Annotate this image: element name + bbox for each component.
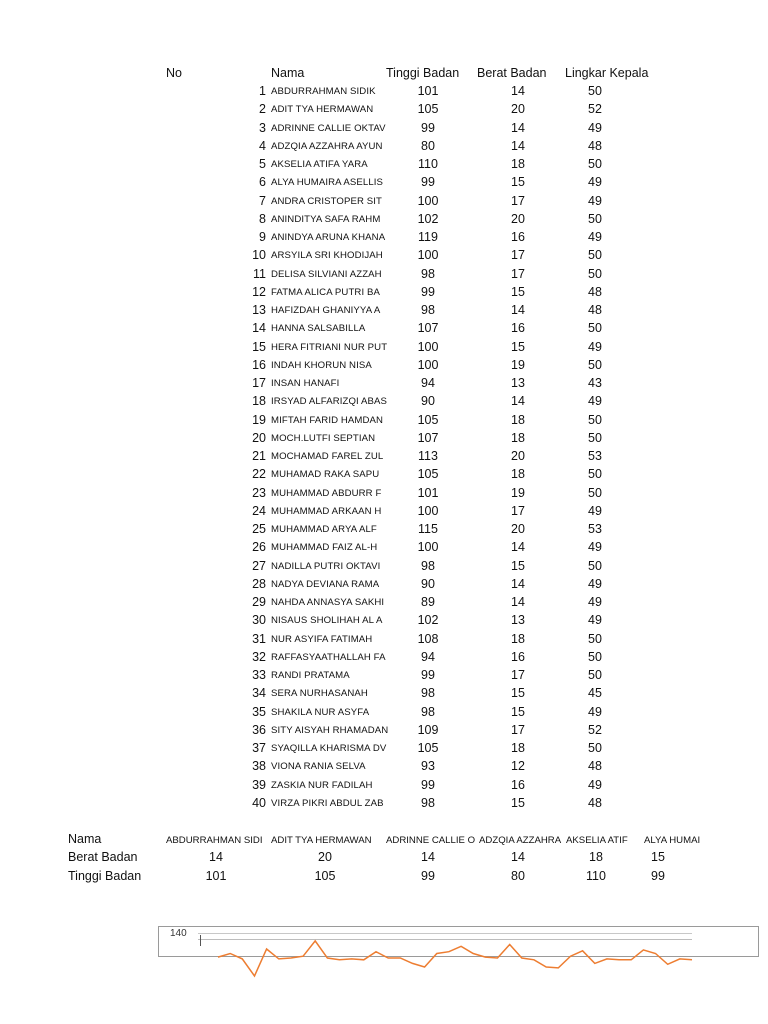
row-name: SYAQILLA KHARISMA DV [271,743,387,754]
row-berat-badan: 15 [511,558,525,573]
row-lingkar-kepala: 50 [588,357,602,372]
row-berat-badan: 15 [511,704,525,719]
table-row [0,285,768,303]
row-number: 24 [252,503,266,518]
summary-name-cell: ADIT TYA HERMAWAN [271,835,372,846]
row-number: 35 [252,704,266,719]
row-berat-badan: 17 [511,193,525,208]
table-row [0,540,768,558]
row-tinggi-badan: 99 [421,777,435,792]
table-row [0,741,768,759]
row-lingkar-kepala: 52 [588,722,602,737]
table-row [0,321,768,339]
row-number: 32 [252,649,266,664]
row-name: AKSELIA ATIFA YARA [271,159,368,170]
row-tinggi-badan: 101 [417,485,439,500]
row-name: HERA FITRIANI NUR PUT [271,341,388,353]
header-no: No [166,66,182,80]
row-name: INDAH KHORUN NISA [271,359,372,371]
summary-name-cell: ALYA HUMAI [644,835,701,846]
row-tinggi-badan: 119 [418,230,438,244]
row-name: HAFIZDAH GHANIYYA A [271,305,381,316]
row-tinggi-badan: 93 [421,759,435,774]
table-row [0,632,768,650]
row-berat-badan: 15 [511,284,525,299]
row-berat-badan: 13 [511,376,525,390]
row-lingkar-kepala: 50 [588,321,602,336]
row-berat-badan: 17 [511,722,525,737]
row-name: MOCH.LUTFI SEPTIAN [271,432,376,444]
row-number: 3 [259,120,266,135]
row-name: SHAKILA NUR ASYFA [271,706,370,718]
table-row [0,686,768,704]
summary-name-cell: ABDURRAHMAN SIDI [166,835,263,846]
row-number: 18 [252,394,266,409]
row-berat-badan: 20 [511,522,525,536]
row-tinggi-badan: 102 [417,211,439,226]
row-tinggi-badan: 100 [417,357,439,372]
row-lingkar-kepala: 50 [588,485,602,500]
table-row [0,613,768,631]
row-name: IRSYAD ALFARIZQI ABAS [271,396,388,408]
row-number: 6 [259,175,266,190]
summary-berat-cell: 14 [421,850,435,864]
row-tinggi-badan: 105 [417,467,439,482]
row-number: 27 [252,558,266,573]
row-berat-badan: 14 [511,540,525,555]
table-row [0,723,768,741]
row-name: ALYA HUMAIRA ASELLIS [271,177,384,189]
row-lingkar-kepala: 49 [588,540,602,555]
row-lingkar-kepala: 50 [588,741,602,755]
row-tinggi-badan: 94 [421,649,435,664]
row-name: VIRZA PIKRI ABDUL ZAB [271,797,384,809]
row-name: ADRINNE CALLIE OKTAV [271,122,386,134]
table-row [0,121,768,139]
row-number: 34 [252,686,266,701]
table-row [0,340,768,358]
row-tinggi-badan: 101 [417,84,439,98]
row-name: SITY AISYAH RHAMADAN [271,724,389,736]
table-row [0,267,768,285]
row-lingkar-kepala: 48 [588,303,602,317]
row-number: 30 [252,613,266,628]
row-name: ZASKIA NUR FADILAH [271,779,373,791]
row-lingkar-kepala: 50 [588,412,602,427]
row-berat-badan: 18 [511,412,525,427]
row-lingkar-kepala: 50 [588,211,602,226]
row-berat-badan: 16 [511,649,525,664]
row-lingkar-kepala: 50 [588,668,602,682]
row-tinggi-badan: 105 [417,741,439,755]
summary-tinggi-cell: 80 [511,869,525,883]
table-row [0,230,768,248]
series-line [218,941,692,976]
row-lingkar-kepala: 45 [588,686,602,701]
row-berat-badan: 17 [511,503,525,518]
row-name: DELISA SILVIANI AZZAH [271,268,382,280]
row-name: MUHAMMAD ARKAAN H [271,505,382,517]
table-row [0,449,768,467]
summary-tinggi-cell: 101 [205,869,227,883]
table-row [0,759,768,777]
row-tinggi-badan: 99 [421,668,435,682]
row-name: MUHAMMAD FAIZ AL-H [271,542,378,554]
row-name: RANDI PRATAMA [271,670,350,681]
row-number: 2 [259,102,266,117]
row-lingkar-kepala: 48 [588,138,602,153]
row-tinggi-badan: 113 [418,449,438,463]
row-berat-badan: 13 [511,613,525,628]
row-number: 15 [252,339,266,354]
row-lingkar-kepala: 49 [588,230,602,244]
row-number: 26 [252,540,266,555]
row-berat-badan: 14 [511,84,525,98]
row-lingkar-kepala: 49 [588,613,602,628]
summary-tinggi-cell: 105 [314,869,336,883]
row-number: 14 [252,321,266,336]
summary-name-cell: ADRINNE CALLIE O [386,835,476,846]
row-berat-badan: 18 [511,157,525,171]
row-tinggi-badan: 90 [421,576,435,591]
row-berat-badan: 15 [511,795,525,810]
row-berat-badan: 18 [511,741,525,755]
header-lingkar-kepala: Lingkar Kepala [565,66,649,80]
row-tinggi-badan: 100 [417,540,439,555]
row-number: 16 [252,357,266,372]
row-lingkar-kepala: 49 [588,120,602,135]
row-name: RAFFASYAATHALLAH FA [271,651,386,663]
row-name: NADILLA PUTRI OKTAVI [271,560,381,572]
row-number: 8 [259,211,266,226]
row-tinggi-badan: 109 [417,722,439,737]
row-tinggi-badan: 94 [421,376,435,390]
table-row [0,102,768,120]
row-tinggi-badan: 98 [421,795,435,810]
row-number: 21 [252,449,266,463]
row-tinggi-badan: 107 [417,430,439,445]
row-berat-badan: 15 [511,175,525,190]
row-lingkar-kepala: 53 [588,449,602,463]
row-name: MUHAMAD RAKA SAPU [271,469,380,481]
row-lingkar-kepala: 50 [588,467,602,482]
row-berat-badan: 20 [511,102,525,117]
row-lingkar-kepala: 49 [588,175,602,190]
row-berat-badan: 18 [511,631,525,646]
row-lingkar-kepala: 52 [588,102,602,117]
row-lingkar-kepala: 49 [588,339,602,354]
row-name: HANNA SALSABILLA [271,323,366,335]
row-tinggi-badan: 89 [421,595,435,609]
row-berat-badan: 17 [511,248,525,263]
row-tinggi-badan: 90 [421,394,435,409]
table-row [0,778,768,796]
row-lingkar-kepala: 43 [588,376,602,390]
summary-berat-cell: 20 [318,850,332,864]
row-berat-badan: 14 [511,138,525,153]
summary-name-cell: ADZQIA AZZAHRA [479,835,562,846]
row-lingkar-kepala: 49 [588,595,602,609]
row-tinggi-badan: 98 [421,686,435,701]
row-tinggi-badan: 80 [421,138,435,153]
row-berat-badan: 19 [511,485,525,500]
row-tinggi-badan: 99 [421,284,435,299]
table-row [0,705,768,723]
row-name: VIONA RANIA SELVA [271,761,366,773]
summary-name-cell: AKSELIA ATIF [566,835,628,846]
row-lingkar-kepala: 48 [588,759,602,774]
row-berat-badan: 14 [511,595,525,609]
table-row [0,504,768,522]
row-lingkar-kepala: 50 [588,430,602,445]
table-row [0,577,768,595]
summary-label-tinggi: Tinggi Badan [68,869,142,883]
row-name: MUHAMMAD ABDURR F [271,487,382,499]
row-number: 33 [252,668,266,682]
row-name: NUR ASYIFA FATIMAH [271,633,373,645]
table-row [0,394,768,412]
row-number: 37 [252,741,266,755]
row-lingkar-kepala: 48 [588,284,602,299]
table-row [0,303,768,321]
row-number: 5 [259,157,266,171]
row-berat-badan: 16 [511,230,525,244]
table-row [0,376,768,394]
row-berat-badan: 17 [511,266,525,281]
table-row [0,248,768,266]
row-lingkar-kepala: 49 [588,777,602,792]
row-tinggi-badan: 102 [417,613,439,628]
chart-svg [158,926,692,946]
summary-berat-cell: 14 [209,850,223,864]
row-berat-badan: 14 [511,303,525,317]
row-name: NAHDA ANNASYA SAKHI [271,597,385,608]
row-name: INSAN HANAFI [271,378,340,389]
row-berat-badan: 14 [511,394,525,409]
row-tinggi-badan: 107 [417,321,439,336]
row-number: 19 [252,412,266,427]
row-number: 25 [252,522,266,536]
row-number: 39 [252,777,266,792]
row-number: 20 [252,430,266,445]
table-row [0,358,768,376]
row-tinggi-badan: 110 [418,157,438,171]
summary-berat-cell: 18 [589,850,603,864]
table-row [0,796,768,814]
table-row [0,467,768,485]
row-number: 23 [252,485,266,500]
row-tinggi-badan: 108 [417,631,439,646]
row-number: 28 [252,576,266,591]
row-tinggi-badan: 105 [417,102,439,117]
row-number: 22 [252,467,266,482]
row-lingkar-kepala: 49 [588,503,602,518]
row-number: 9 [259,230,266,244]
row-berat-badan: 18 [511,430,525,445]
row-number: 10 [252,248,266,263]
row-berat-badan: 20 [511,449,525,463]
summary-tinggi-cell: 99 [651,869,665,883]
row-lingkar-kepala: 49 [588,704,602,719]
table-row [0,139,768,157]
row-berat-badan: 16 [511,777,525,792]
table-row [0,84,768,102]
row-number: 29 [252,595,266,609]
table-row [0,668,768,686]
row-berat-badan: 15 [511,686,525,701]
row-berat-badan: 18 [511,467,525,482]
row-name: ANDRA CRISTOPER SIT [271,195,383,207]
row-name: ABDURRAHMAN SIDIK [271,86,376,97]
table-row [0,431,768,449]
summary-tinggi-cell: 99 [421,869,435,883]
chart-fragment [158,926,692,946]
row-number: 13 [252,303,266,317]
row-lingkar-kepala: 49 [588,193,602,208]
row-tinggi-badan: 98 [421,558,435,573]
row-lingkar-kepala: 50 [588,558,602,573]
summary-tinggi-cell: 110 [586,869,606,883]
table-row [0,522,768,540]
row-berat-badan: 14 [511,576,525,591]
row-name: SERA NURHASANAH [271,688,368,700]
row-name: NADYA DEVIANA RAMA [271,578,380,590]
row-number: 12 [252,284,266,299]
row-name: ANINDITYA SAFA RAHM [271,213,381,225]
row-tinggi-badan: 99 [421,175,435,190]
row-tinggi-badan: 105 [417,412,439,427]
row-lingkar-kepala: 49 [588,576,602,591]
table-row [0,157,768,175]
row-lingkar-kepala: 50 [588,631,602,646]
row-number: 36 [252,722,266,737]
row-berat-badan: 19 [511,357,525,372]
row-lingkar-kepala: 50 [588,157,602,171]
header-nama: Nama [271,66,305,80]
row-berat-badan: 16 [511,321,525,336]
row-number: 1 [259,84,266,98]
y-tick-label: 140 [170,928,187,939]
row-berat-badan: 15 [511,339,525,354]
table-row [0,595,768,613]
summary-berat-cell: 14 [511,850,525,864]
row-tinggi-badan: 98 [421,704,435,719]
row-number: 31 [252,631,266,646]
row-lingkar-kepala: 48 [588,795,602,810]
row-number: 4 [259,138,266,153]
table-row [0,413,768,431]
row-number: 38 [252,759,266,774]
summary-label-nama: Nama [68,832,102,846]
row-lingkar-kepala: 50 [588,84,602,98]
row-name: MIFTAH FARID HAMDAN [271,414,384,426]
summary-berat-cell: 15 [651,850,665,864]
table-row [0,650,768,668]
row-name: NISAUS SHOLIHAH AL A [271,615,383,627]
table-row [0,212,768,230]
row-name: FATMA ALICA PUTRI BA [271,286,380,298]
row-name: ANINDYA ARUNA KHANA [271,232,386,243]
row-lingkar-kepala: 50 [588,649,602,664]
row-name: ADZQIA AZZAHRA AYUN [271,140,383,152]
row-name: ADIT TYA HERMAWAN [271,104,374,116]
row-berat-badan: 17 [511,668,525,682]
summary-label-berat: Berat Badan [68,850,138,864]
row-tinggi-badan: 115 [418,522,438,536]
row-tinggi-badan: 100 [417,193,439,208]
chart-border [159,927,759,957]
table-row [0,194,768,212]
row-tinggi-badan: 100 [417,339,439,354]
row-lingkar-kepala: 53 [588,522,602,536]
row-lingkar-kepala: 50 [588,266,602,281]
row-name: MUHAMMAD ARYA ALF [271,524,377,535]
row-number: 17 [252,376,266,390]
table-row [0,175,768,193]
row-tinggi-badan: 100 [417,248,439,263]
row-name: ARSYILA SRI KHODIJAH [271,250,383,262]
row-number: 7 [259,193,266,208]
header-tinggi-badan: Tinggi Badan [386,66,460,80]
row-berat-badan: 12 [511,759,525,774]
row-lingkar-kepala: 50 [588,248,602,263]
row-number: 40 [252,795,266,810]
row-lingkar-kepala: 49 [588,394,602,409]
table-row [0,559,768,577]
row-berat-badan: 14 [511,120,525,135]
row-tinggi-badan: 99 [421,120,435,135]
row-tinggi-badan: 100 [417,503,439,518]
row-berat-badan: 20 [511,211,525,226]
row-tinggi-badan: 98 [421,266,435,281]
header-berat-badan: Berat Badan [477,66,547,80]
table-row [0,486,768,504]
row-tinggi-badan: 98 [421,303,435,317]
row-number: 11 [253,266,266,281]
row-name: MOCHAMAD FAREL ZUL [271,451,384,462]
